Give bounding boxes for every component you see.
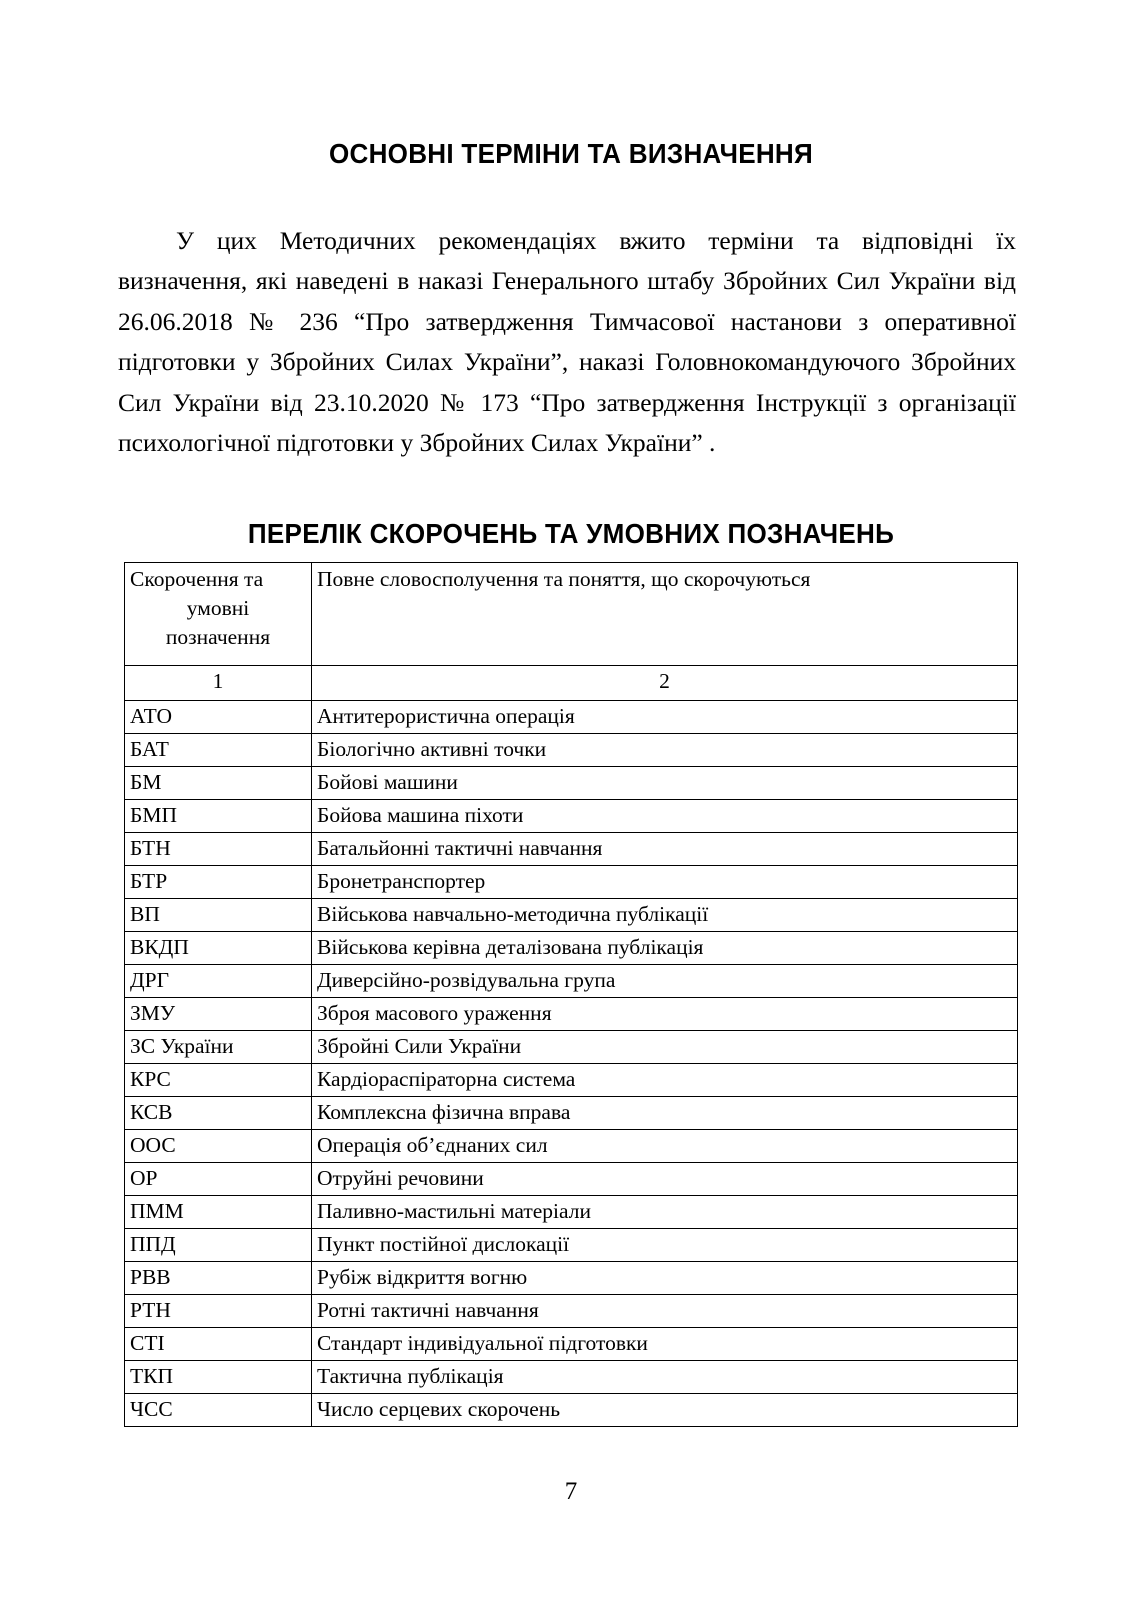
cell-abbreviation: БМП: [125, 800, 312, 833]
cell-abbreviation: ЧСС: [125, 1394, 312, 1427]
cell-abbreviation: СТІ: [125, 1328, 312, 1361]
column-header-abbreviation-line-1: Скорочення та: [130, 567, 264, 591]
cell-abbreviation: ЗС України: [125, 1031, 312, 1064]
table-row: [125, 1097, 1018, 1130]
abbreviations-table: [124, 562, 1018, 1427]
cell-full-phrase: Рубіж відкриття вогню: [312, 1262, 1018, 1295]
cell-full-phrase: Бойові машини: [312, 767, 1018, 800]
table-row: [125, 1031, 1018, 1064]
table-row: [125, 932, 1018, 965]
cell-abbreviation: ППД: [125, 1229, 312, 1262]
column-header-abbreviation: [125, 563, 312, 666]
page-number: 7: [564, 1478, 578, 1505]
table-row: [125, 1361, 1018, 1394]
cell-abbreviation: АТО: [125, 701, 312, 734]
table-row: [125, 734, 1018, 767]
table-row: [125, 1196, 1018, 1229]
cell-full-phrase: Стандарт індивідуальної підготовки: [312, 1328, 1018, 1361]
cell-abbreviation: КСВ: [125, 1097, 312, 1130]
page-title-terms: ОСНОВНІ ТЕРМІНИ ТА ВИЗНАЧЕННЯ: [328, 137, 814, 169]
cell-abbreviation: ТКП: [125, 1361, 312, 1394]
table-header-row: [125, 563, 1018, 666]
cell-full-phrase: Тактична публікація: [312, 1361, 1018, 1394]
column-header-abbreviation-line-3: позначення: [165, 625, 271, 649]
table-row: [125, 833, 1018, 866]
cell-full-phrase: Операція об’єднаних сил: [312, 1130, 1018, 1163]
cell-abbreviation: КРС: [125, 1064, 312, 1097]
cell-abbreviation: РВВ: [125, 1262, 312, 1295]
cell-full-phrase: Диверсійно-розвідувальна група: [312, 965, 1018, 998]
cell-abbreviation: БТН: [125, 833, 312, 866]
table-row: [125, 1130, 1018, 1163]
table-row: [125, 899, 1018, 932]
cell-abbreviation: БМ: [125, 767, 312, 800]
cell-abbreviation: БАТ: [125, 734, 312, 767]
table-row: [125, 1229, 1018, 1262]
table-body: [125, 701, 1018, 1427]
cell-abbreviation: ВКДП: [125, 932, 312, 965]
cell-full-phrase: Військова керівна деталізована публікація: [312, 932, 1018, 965]
table-row: [125, 1295, 1018, 1328]
cell-full-phrase: Біологічно активні точки: [312, 734, 1018, 767]
table-row: [125, 1262, 1018, 1295]
column-header-full-phrase: Повне словосполучення та поняття, що скорочуються: [312, 563, 1018, 666]
table-row: [125, 965, 1018, 998]
intro-paragraph: У цих Методичних рекомендаціях вжито терміни та відповідні їх визначення, які наведені в наказі Генерального штабу Збройних Сил України від 26.06.2018 № 236 “Про затвердження Тимчасової настанови з оперативної підготовки у Збройних Силах України”, наказі Головнокомандуючого Збройних Сил України від 23.10.2020 № 173 “Про затвердження Інструкції з організації психологічної підготовки у Збройних Силах України” .: [118, 225, 1016, 457]
cell-full-phrase: Зброя масового ураження: [312, 998, 1018, 1031]
table-row: [125, 1328, 1018, 1361]
cell-full-phrase: Бронетранспортер: [312, 866, 1018, 899]
cell-full-phrase: Антитерористична операція: [312, 701, 1018, 734]
cell-abbreviation: ВП: [125, 899, 312, 932]
cell-abbreviation: ООС: [125, 1130, 312, 1163]
table-row: [125, 1394, 1018, 1427]
cell-full-phrase: Ротні тактичні навчання: [312, 1295, 1018, 1328]
cell-full-phrase: Пункт постійної дислокації: [312, 1229, 1018, 1262]
cell-abbreviation: ПММ: [125, 1196, 312, 1229]
table-row: [125, 866, 1018, 899]
table-head: [125, 563, 1018, 701]
cell-full-phrase: Комплексна фізична вправа: [312, 1097, 1018, 1130]
table-row: [125, 701, 1018, 734]
cell-full-phrase: Кардіораспіраторна система: [312, 1064, 1018, 1097]
table-row: [125, 800, 1018, 833]
cell-abbreviation: ОР: [125, 1163, 312, 1196]
cell-abbreviation: РТН: [125, 1295, 312, 1328]
column-number-1: 1: [125, 666, 312, 701]
cell-abbreviation: ДРГ: [125, 965, 312, 998]
table-column-number-row: [125, 666, 1018, 701]
cell-abbreviation: БТР: [125, 866, 312, 899]
table-row: [125, 998, 1018, 1031]
cell-abbreviation: ЗМУ: [125, 998, 312, 1031]
cell-full-phrase: Паливно-мастильні матеріали: [312, 1196, 1018, 1229]
cell-full-phrase: Батальйонні тактичні навчання: [312, 833, 1018, 866]
section-title-abbreviations: ПЕРЕЛІК СКОРОЧЕНЬ ТА УМОВНИХ ПОЗНАЧЕНЬ: [247, 518, 895, 550]
table-row: [125, 1064, 1018, 1097]
column-header-abbreviation-line-2: умовні: [186, 596, 250, 620]
table-row: [125, 1163, 1018, 1196]
cell-full-phrase: Військова навчально-методична публікації: [312, 899, 1018, 932]
cell-full-phrase: Отруйні речовини: [312, 1163, 1018, 1196]
column-number-2: 2: [312, 666, 1018, 701]
cell-full-phrase: Число серцевих скорочень: [312, 1394, 1018, 1427]
cell-full-phrase: Бойова машина піхоти: [312, 800, 1018, 833]
table-row: [125, 767, 1018, 800]
cell-full-phrase: Збройні Сили України: [312, 1031, 1018, 1064]
